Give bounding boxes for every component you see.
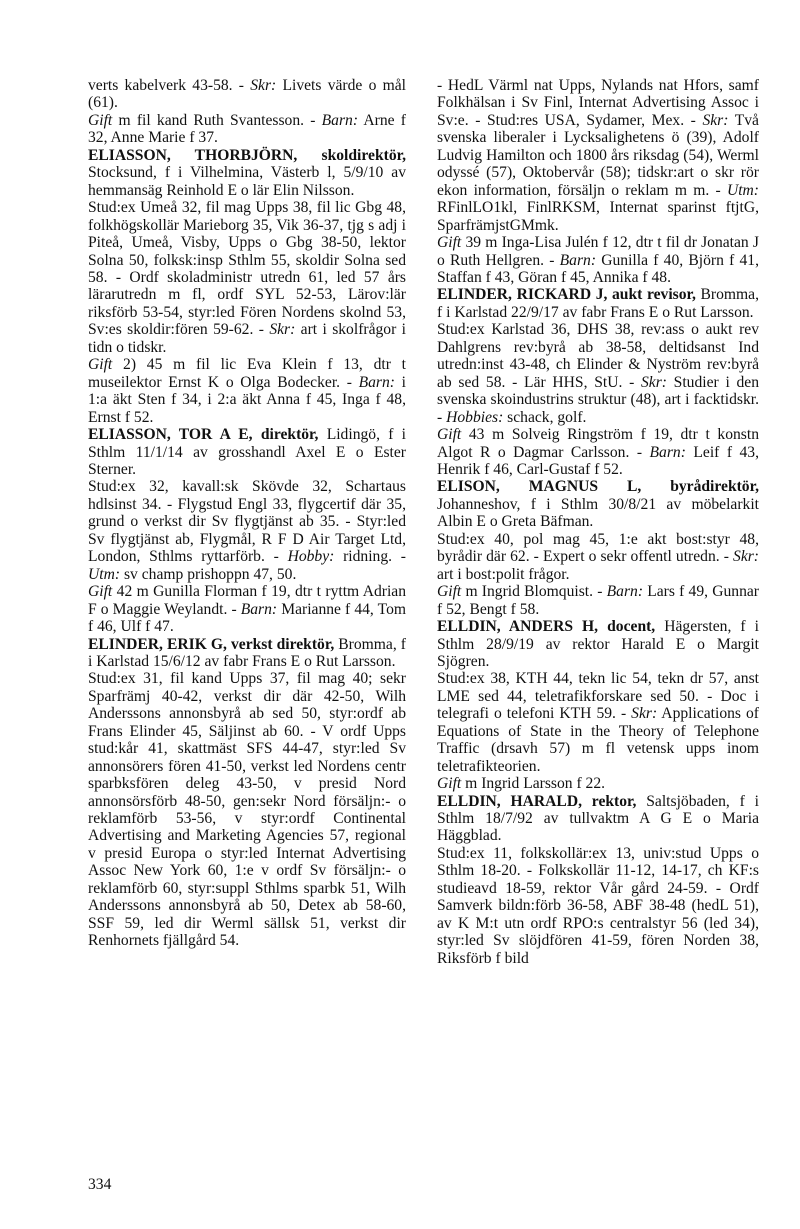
entry-name: ELIASSON, THORBJÖRN, skoldirektör, [88, 146, 406, 164]
entry-gift: Gift m fil kand Ruth Svantesson. - Barn: Arne f 32, Anne Marie f 37. [88, 111, 406, 147]
entry-name: ELLDIN, HARALD, rektor, [437, 792, 637, 810]
gift-label: Gift [437, 234, 462, 252]
utm-label: Utm: [88, 565, 121, 583]
left-column [88, 77, 406, 950]
skr-label: Skr: [631, 705, 658, 723]
gift-label: Gift [437, 426, 462, 444]
skr-label: Skr: [702, 111, 729, 129]
barn-label: Barn: [240, 600, 278, 618]
gift-label: Gift [88, 356, 113, 374]
entry-stud: Stud:ex 11, folkskollär:ex 13, univ:stud Upps o Sthlm 18-20. - Folkskollär 11-12, 14-17, ch KF:s studieavd 18-59, rektor Vår gård 24-59. - Ordf Samverk bildn:förb 36-58, ABF 38-48 (hedL 51), av K M:t utn ordf RPO:s centralstyr 56 (led 34), styr:led Sv slöjdfören 41-59, fören Norden 38, Riksförb f bild [437, 844, 759, 967]
skr-label: Skr: [269, 321, 296, 339]
gift-label: Gift [437, 775, 462, 793]
entry-stud: Stud:ex Umeå 32, fil mag Upps 38, fil lic Gbg 48, folkhögskollär Marieborg 35, Vik 36-37, tjg s adj i Piteå, Umeå, Visby, Upps o Gbg 38-50, lektor Solna 50, folksk:insp Sthlm 55, skoldir Solna sed 58. - Ordf skoladministr utredn 61, led 57 års lärarutredn m fl, ordf SYL 52-53, Lärov:lär riksförb 53-54, styr:led Fören Nordens skolnd 53, Sv:es skoldir:fören 59-62. - Skr: art i skolfrågor i tidn o tidskr. [88, 199, 406, 356]
gift-label: Gift [88, 583, 113, 601]
entry-name: ELISON, MAGNUS L, byrådirektör, [437, 478, 759, 496]
entry-gift: Gift m Ingrid Larsson f 22. [437, 775, 606, 793]
skr-label: Skr: [733, 548, 759, 566]
skr-label: Skr: [250, 77, 277, 94]
entry-gift: Gift 39 m Inga-Lisa Julén f 12, dtr t fil dr Jonatan J o Ruth Hellgren. - Barn: Gunilla f 40, Björn f 41, Staffan f 43, Göran f 45, Annika f 48. [437, 234, 759, 286]
skr-label: Skr: [640, 373, 667, 391]
hobby-label: Hobby: [287, 548, 335, 566]
barn-label: Barn: [358, 373, 395, 391]
barn-label: Barn: [321, 111, 359, 129]
entry-stud: Stud:ex 32, kavall:sk Skövde 32, Schartaus hdlsinst 34. - Flygstud Engl 33, flygcertif där 35, grund o verkst dir Sv flygtjänst ab 35. - Styr:led Sv flygtjänst ab, Flygmål, R F D Air Target Ltd, London, Sthlms ryttarförb. - Hobby: ridning. - Utm: sv champ prishoppn 47, 50. [88, 478, 406, 583]
entry-name: ELINDER, ERIK G, verkst direktör, [88, 635, 335, 653]
entry-stud: Stud:ex 40, pol mag 45, 1:e akt bost:styr 48, byrådir där 62. - Expert o sekr offentl utredn. - Skr: art i bost:polit frågor. [437, 530, 759, 583]
utm-label: Utm: [726, 181, 759, 199]
entry-stud: Stud:ex 38, KTH 44, tekn lic 54, tekn dr 57, anst LME sed 44, teletrafikforskare sed 50. - Doc i telegrafi o telefoni KTH 59. - Skr: Applications of Equations of State in the Theory of Telephone Traffic (drsavh 57) m fl vetensk upps inom teletrafikteorien. [437, 670, 759, 775]
entry-name: ELIASSON, TOR A E, direktör, [88, 426, 319, 444]
gift-label: Gift [437, 583, 462, 601]
entry-stud: Stud:ex Karlstad 36, DHS 38, rev:ass o aukt rev Dahlgrens rev:byrå ab 38-58, deltidsanst Ind utredn:inst 43-48, ch Elinder & Nyström rev:byrå ab sed 58. - Lär HHS, StU. - Skr: Studier i den svenska skoindustrins struktur (48), art i facktidskr. - Hobbies: schack, golf. [437, 321, 759, 426]
entry-elinder-rickard: ELINDER, RICKARD J, aukt revisor, Bromma, f i Karlstad 22/9/17 av fabr Frans E o Rut Larsson. [437, 286, 759, 321]
entry-gift: Gift m Ingrid Blomquist. - Barn: Lars f 49, Gunnar f 52, Bengt f 58. [437, 583, 759, 618]
entry-continuation: - HedL Värml nat Upps, Nylands nat Hfors, samf Folkhälsan i Sv Finl, Internat Advertising Assoc i Sv:e. - Stud:res USA, Sydamer, Mex. - Skr: Två svenska liberaler i Lycksalighetens ö (39), Adolf Ludvig Hamilton och 1800 års riksdag (54), Werml odyssé (57), Oktobervår (58); tidskr:art o skr rör ekon information, försäljn o reklam m m. - Utm: RFinlLO1kl, FinlRKSM, Internat sparinst ftjtG, SparfrämjstGMmk. [437, 77, 759, 234]
right-column [437, 77, 759, 967]
entry-name: ELINDER, RICKARD J, aukt revisor, [437, 286, 696, 304]
entry-eliasson-tor: ELIASSON, TOR A E, direktör, Lidingö, f i Sthlm 11/1/14 av grosshandl Axel E o Ester Sterner. [88, 426, 407, 478]
entry-elldin-anders: ELLDIN, ANDERS H, docent, Hägersten, f i Sthlm 28/9/19 av rektor Harald E o Margit Sjögren. [437, 618, 759, 670]
entry-continuation: verts kabelverk 43-58. - Skr: Livets värde o mål (61). [88, 77, 406, 112]
entry-stud: Stud:ex 31, fil kand Upps 37, fil mag 40; sekr Sparfrämj 40-42, verkst dir där 42-50, Wilh Anderssons annonsbyrå ab sed 50, styr:ordf ab Frans Elinder 45, Säljinst ab 60. - V ordf Upps stud:kår 41, skattmäst SFS 44-47, styr:led Sv annonsörers fören 41-50, verkst led Nordens centr sparbksfören deleg 43-50, v presid Nord annonsörsförb 48-50, gen:sekr Nord försäljn:- o reklamförb 53-56, v styr:ordf Continental Advertising and Marketing Agencies 57, regional v presid Europa o styr:led Internat Advertising Assoc New York 60, 1:e v ordf Sv försäljn:- o reklamförb 60, styr:suppl Sthlms sparbk 51, Wilh Anderssons annonsbyrå ab 50, Detex ab 58-60, SSF 59, led dir Werml sällsk 51, verkst dir Renhornets fjällgård 54. [88, 670, 406, 950]
entry-elldin-harald: ELLDIN, HARALD, rektor, Saltsjöbaden, f i Sthlm 18/7/92 av tullvaktm A G E o Maria Häggblad. [437, 792, 759, 845]
entry-gift: Gift 43 m Solveig Ringström f 19, dtr t konstn Algot R o Dagmar Carlsson. - Barn: Leif f 43, Henrik f 46, Carl-Gustaf f 52. [437, 426, 759, 478]
entry-gift: Gift 2) 45 m fil lic Eva Klein f 13, dtr t museilektor Ernst K o Olga Bodecker. - Barn: i 1:a äkt Sten f 34, i 2:a äkt Anna f 45, Inga f 48, Ernst f 52. [88, 356, 406, 426]
barn-label: Barn: [649, 443, 686, 461]
entry-eliasson-thorbjorn: ELIASSON, THORBJÖRN, skoldirektör, Stocksund, f i Vilhelmina, Västerb l, 5/9/10 av hemmansäg Reinhold E o lär Elin Nilsson. [88, 146, 406, 199]
page-number: 334 [88, 1176, 112, 1193]
entry-gift: Gift 42 m Gunilla Florman f 19, dtr t ryttm Adrian F o Maggie Weylandt. - Barn: Marianne f 44, Tom f 46, Ulf f 47. [88, 583, 406, 636]
barn-label: Barn: [606, 583, 644, 601]
entry-elinder-erik: ELINDER, ERIK G, verkst direktör, Bromma, f i Karlstad 15/6/12 av fabr Frans E o Rut Larsson. [88, 635, 406, 670]
hobbies-label: Hobbies: [446, 408, 504, 426]
barn-label: Barn: [559, 251, 597, 269]
entry-elison-magnus: ELISON, MAGNUS L, byrådirektör, Johanneshov, f i Sthlm 30/8/21 av möbelarkit Albin E o Greta Bäfman. [437, 478, 759, 531]
entry-name: ELLDIN, ANDERS H, docent, [437, 618, 656, 636]
gift-label: Gift [88, 111, 113, 129]
